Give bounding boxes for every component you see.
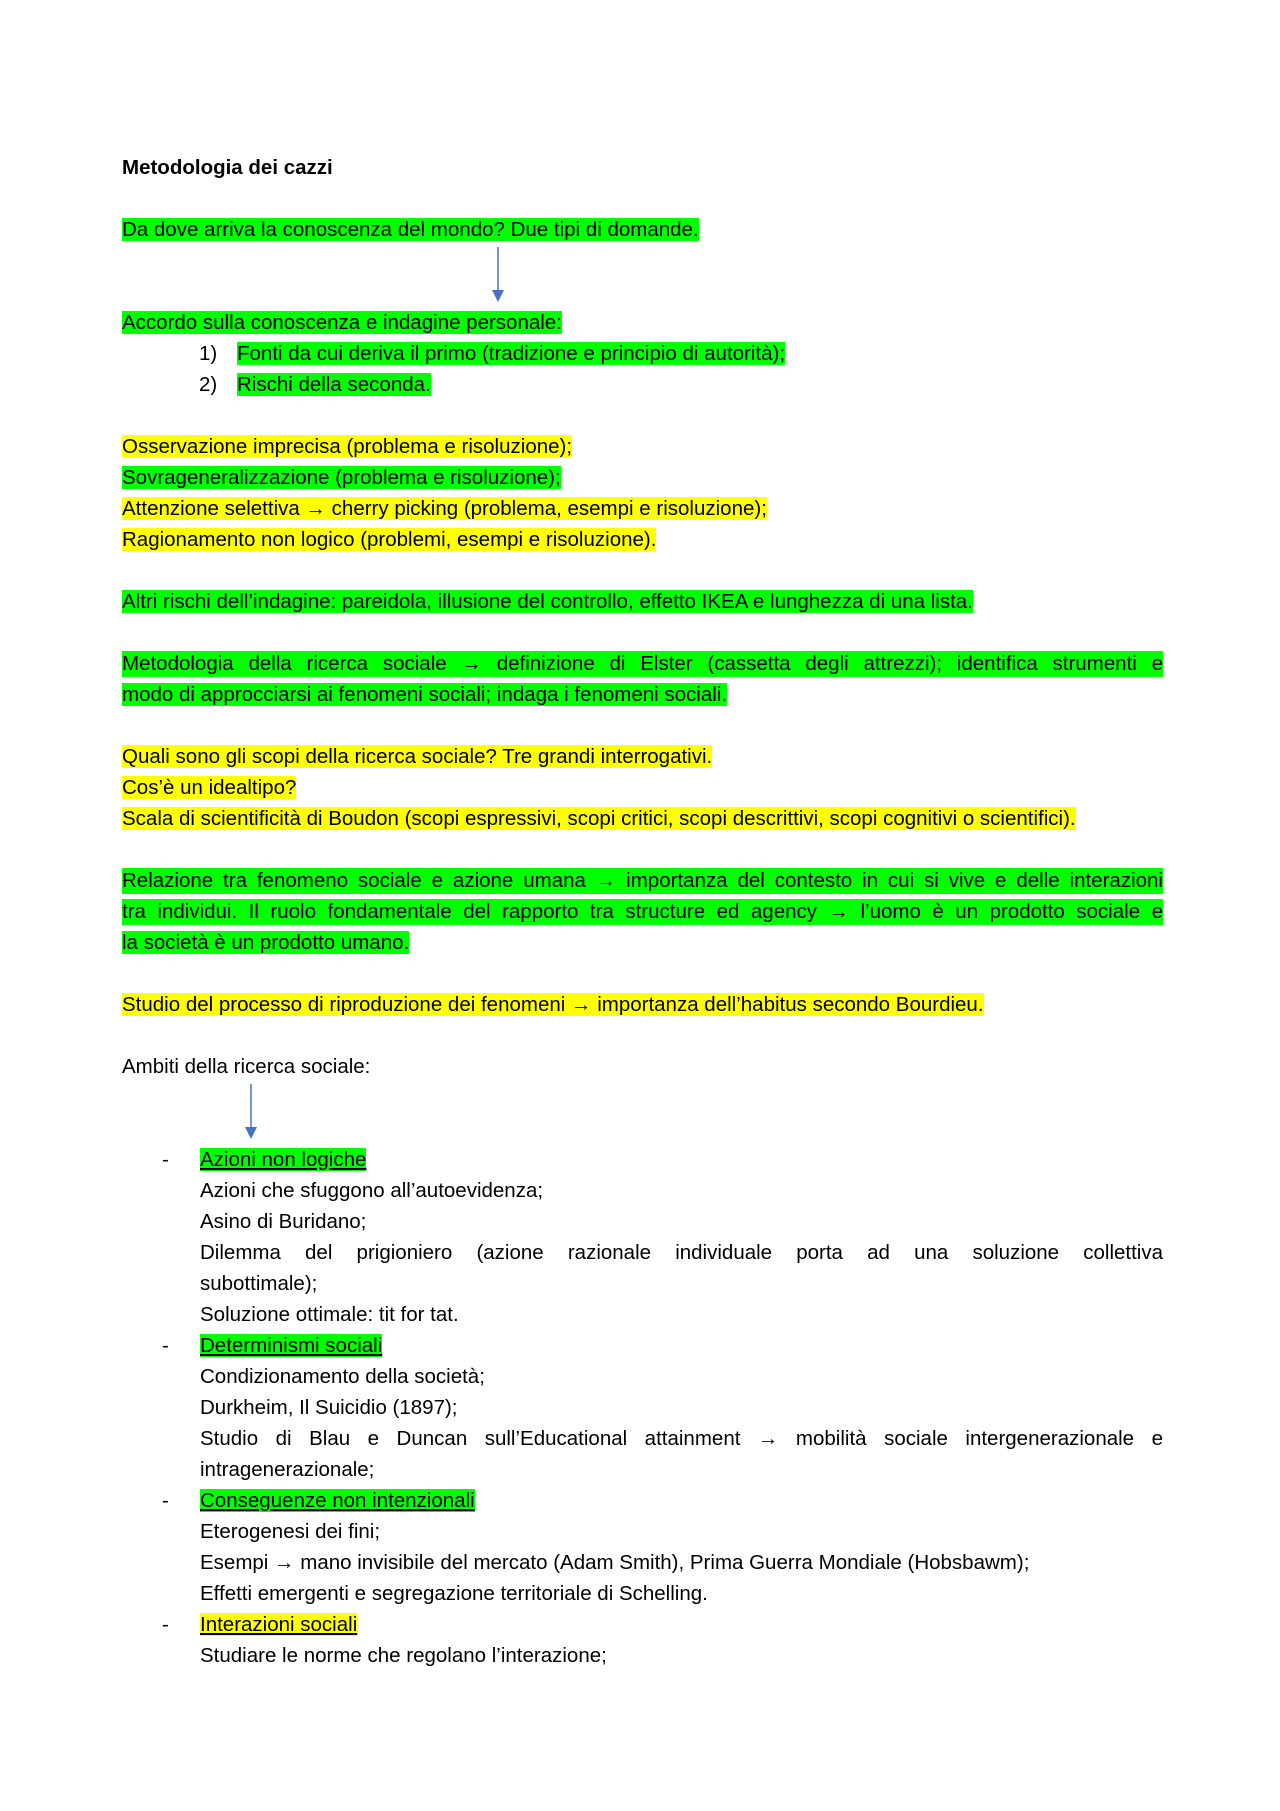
risk-line: Attenzione selettiva → cherry picking (problema, esempi e risoluzione);: [122, 497, 767, 520]
studio-line: Studio del processo di riproduzione dei fenomeni → importanza dell’habitus secondo Bourdieu.: [122, 993, 984, 1016]
bullet-heading: Conseguenze non intenzionali: [200, 1489, 475, 1512]
relazione-line: la società è un prodotto umano.: [122, 931, 410, 954]
bullet-line: Durkheim, Il Suicidio (1897);: [200, 1396, 458, 1419]
bullet-line: subottimale);: [200, 1272, 318, 1295]
page-title: Metodologia dei cazzi: [122, 156, 333, 179]
bullet-line: Effetti emergenti e segregazione territoriale di Schelling.: [200, 1582, 708, 1605]
list-item: Fonti da cui deriva il primo (tradizione e principio di autorità);: [237, 342, 786, 365]
bullet-line: Studiare le norme che regolano l’interazione;: [200, 1644, 607, 1667]
down-arrow-icon: [490, 247, 506, 303]
bullet-heading: Interazioni sociali: [200, 1613, 358, 1636]
bullet-dash: -: [162, 1148, 169, 1171]
metodologia-line: modo di approcciarsi ai fenomeni sociali; indaga i fenomeni sociali.: [122, 683, 728, 706]
scopi-line: Scala di scientificità di Boudon (scopi espressivi, scopi critici, scopi descrittivi, scopi cognitivi o scientifici).: [122, 807, 1076, 830]
list-number: 1): [199, 342, 218, 365]
scopi-line: Cos’è un idealtipo?: [122, 776, 297, 799]
risk-line: Osservazione imprecisa (problema e risoluzione);: [122, 435, 573, 458]
list-number: 2): [199, 373, 218, 396]
risk-line: Ragionamento non logico (problemi, esempi e risoluzione).: [122, 528, 657, 551]
bullet-heading: Determinismi sociali: [200, 1334, 383, 1357]
bullet-line: Asino di Buridano;: [200, 1210, 367, 1233]
bullet-line: Esempi → mano invisibile del mercato (Adam Smith), Prima Guerra Mondiale (Hobsbawm);: [200, 1551, 1030, 1574]
bullet-line: Condizionamento della società;: [200, 1365, 485, 1388]
question-line: Da dove arriva la conoscenza del mondo? Due tipi di domande.: [122, 218, 699, 241]
bullet-dash: -: [162, 1489, 169, 1512]
bullet-line: Azioni che sfuggono all’autoevidenza;: [200, 1179, 544, 1202]
bullet-line: Eterogenesi dei fini;: [200, 1520, 381, 1543]
altri-rischi-line: Altri rischi dell’indagine: pareidola, illusione del controllo, effetto IKEA e lunghezza di una lista.: [122, 590, 973, 613]
list-item: Rischi della seconda.: [237, 373, 431, 396]
risk-line: Sovrageneralizzazione (problema e risoluzione);: [122, 466, 561, 489]
bullet-dash: -: [162, 1334, 169, 1357]
bullet-line: intragenerazionale;: [200, 1458, 375, 1481]
metodologia-line: Metodologia della ricerca sociale → definizione di Elster (cassetta degli attrezzi); identifica strumenti e: [122, 652, 1163, 675]
bullet-line: Studio di Blau e Duncan sull’Educational attainment → mobilità sociale intergenerazionale e: [200, 1427, 1163, 1450]
relazione-line: tra individui. Il ruolo fondamentale del rapporto tra structure ed agency → l’uomo è un prodotto sociale e: [122, 900, 1163, 923]
relazione-line: Relazione tra fenomeno sociale e azione umana → importanza del contesto in cui si vive e delle interazioni: [122, 869, 1163, 892]
ambiti-line: Ambiti della ricerca sociale:: [122, 1055, 371, 1078]
bullet-heading: Azioni non logiche: [200, 1148, 367, 1171]
accordo-line: Accordo sulla conoscenza e indagine personale:: [122, 311, 562, 334]
scopi-line: Quali sono gli scopi della ricerca sociale? Tre grandi interrogativi.: [122, 745, 713, 768]
bullet-line: Soluzione ottimale: tit for tat.: [200, 1303, 459, 1326]
down-arrow-icon: [243, 1084, 259, 1140]
bullet-line: Dilemma del prigioniero (azione razionale individuale porta ad una soluzione collettiva: [200, 1241, 1163, 1264]
bullet-dash: -: [162, 1613, 169, 1636]
